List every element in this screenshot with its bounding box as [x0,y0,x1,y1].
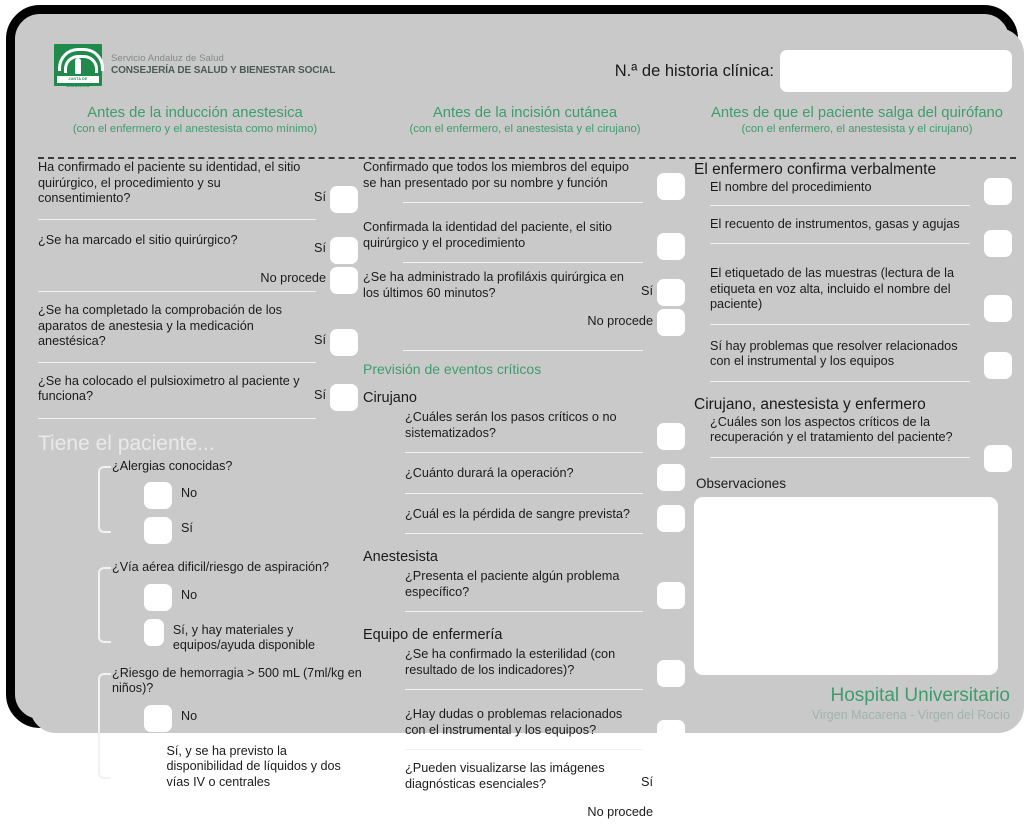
question-text: Confirmada la identidad del paciente, el sitio quirúrgico y el procedimiento [363,220,612,250]
bracket-group-allergies [98,459,362,545]
bracket-group-airway [98,560,362,654]
row-separator [403,202,643,203]
subsection-title-nurse-confirms: El enfermero confirma verbalmente [694,161,937,178]
question-text: Sí hay problemas que resolver relacionados con el instrumental y los equipos [710,338,958,368]
section-title-patient: Tiene el paciente... [38,431,215,455]
answer-label: No procede [587,314,653,328]
answer-label: Sí [314,387,326,402]
row-separator [38,362,316,363]
question-item [694,180,1016,206]
answer-label: No procede [260,270,326,285]
column-header-1 [30,104,360,137]
section-title-critical-events: Previsión de eventos críticos [363,361,542,377]
column-before-patient-leaves [694,160,1016,675]
row-separator [403,262,643,263]
question-text: ¿Se ha completado la comprobación de los aparatos de anestesia y la medicación anestésica? [38,303,283,348]
column-header-1-subtitle: (con el enfermero y el anestesista como mínimo) [72,123,318,135]
checkbox[interactable] [657,771,685,798]
checkbox[interactable] [657,464,685,491]
question-text: El recuento de instrumentos, gasas y agujas [710,216,960,231]
row-separator [38,219,316,220]
checkbox[interactable] [984,445,1012,472]
checkbox[interactable] [330,237,358,264]
question-text: ¿Cuáles serán los pasos críticos o no sistematizados? [405,410,617,440]
question-text: Confirmado que todos los miembros del equipo se han presentado por su nombre y función [363,160,629,190]
question-item [38,233,362,293]
question-text: El nombre del procedimiento [710,180,872,194]
subsection-title-anesthetist: Anestesista [363,549,438,565]
question-item [363,160,689,203]
column-header-3 [690,104,1024,137]
question-item [694,339,1016,382]
checkbox[interactable] [984,352,1012,379]
option-label: Sí, y se ha previsto la disponibilidad de líquidos y dos vías IV o centrales [166,743,341,789]
option-row[interactable] [112,482,362,509]
option-row[interactable] [112,517,362,544]
question-text: ¿Se ha administrado la profiláxis quirúrgica en los últimos 60 minutos? [363,270,624,300]
checkbox[interactable] [984,295,1012,322]
column-before-anesthesia-induction [38,160,362,790]
row-separator [710,457,970,458]
logo-badge-text: JUNTA DE ANDALUCIA [66,77,90,88]
checkbox[interactable] [657,279,685,306]
checkbox[interactable] [984,230,1012,257]
option-label: No [181,708,198,723]
question-item [38,374,362,419]
junta-andalucia-logo-icon [54,44,102,86]
answer-label: Sí [314,190,326,204]
group-question: ¿Riesgo de hemorragia > 500 mL (7ml/kg en niños)? [112,665,362,695]
row-separator [405,493,643,494]
row-separator [405,452,643,453]
question-item [694,415,1016,458]
checkbox[interactable] [330,329,358,356]
checkbox[interactable] [657,801,685,828]
question-text: ¿Se ha confirmado la esterilidad (con resultado de los indicadores)? [405,647,616,677]
group-question: ¿Vía aérea dificil/riesgo de aspiración? [112,560,330,574]
checkbox[interactable] [657,720,685,747]
checkbox[interactable] [657,423,685,450]
group-bracket [98,567,111,643]
option-row[interactable] [112,584,362,611]
question-text: ¿Se ha marcado el sitio quirúrgico? [38,232,238,247]
question-text: El etiquetado de las muestras (lectura de la etiqueta en voz alta, incluido el nombre del paciente) [710,266,955,311]
column-header-2-title: Antes de la incisión cutánea [432,105,618,121]
subsection-title-nursing-team: Equipo de enfermería [363,627,503,643]
question-item [363,761,689,819]
question-text: ¿Cuáles son los aspectos críticos de la recuperación y el tratamiento del paciente? [710,414,953,444]
question-item [363,647,689,690]
subsection-title-team: Cirujano, anestesista y enfermero [694,395,926,413]
column-header-3-title: Antes de que el paciente salga del quirófano [710,105,1004,121]
question-item [363,270,689,351]
question-item [363,507,689,535]
checkbox[interactable] [984,178,1012,205]
checkbox[interactable] [657,660,685,687]
bracket-group-hemorrhage [98,666,362,791]
question-item [363,569,689,612]
question-text: ¿Cuál es la pérdida de sangre prevista? [405,506,630,521]
checkbox[interactable] [144,517,172,544]
group-bracket [98,466,111,534]
checkbox[interactable] [144,705,172,732]
row-separator [710,205,970,206]
question-text: ¿Se ha colocado el pulsioximetro al paciente y funciona? [38,373,300,403]
checkbox[interactable] [657,309,685,336]
observations-label: Observaciones [696,475,787,491]
row-separator [405,749,643,750]
checkbox[interactable] [330,384,358,411]
answer-label: Sí [641,284,653,298]
row-separator [710,243,970,244]
row-separator [403,350,643,351]
observations-textarea[interactable] [694,497,998,675]
row-separator [710,324,970,325]
checkbox[interactable] [657,233,685,260]
document-frame [6,5,1018,819]
answer-label: No procede [587,805,653,819]
hospital-subtitle: Virgen Macarena - Virgen del Rocío [811,708,1010,722]
row-separator [38,291,316,292]
checkbox[interactable] [657,173,685,200]
question-item [363,466,689,494]
organization-logo [54,44,335,86]
subsection-title-surgeon: Cirujano [363,390,417,406]
column-headers [30,104,1024,152]
logo-text [111,54,335,76]
checkbox[interactable] [144,740,158,767]
document-header [30,28,1024,92]
answer-label: Sí [314,240,326,255]
hospital-footer [812,684,1010,723]
checkbox[interactable] [144,482,172,509]
row-separator [405,533,643,534]
option-row[interactable] [112,740,362,791]
checkbox[interactable] [657,582,685,609]
question-item [363,707,689,750]
row-separator [38,418,316,419]
question-text: ¿Cuánto durará la operación? [405,466,574,480]
question-text: ¿Hay dudas o problemas relacionados con el instrumental y los equipos? [405,707,623,737]
checkbox[interactable] [144,584,172,611]
column-header-1-title: Antes de la inducción anestesica [87,105,303,121]
row-separator [710,381,970,382]
column-header-3-subtitle: (con el enfermero, el anestesista y el cirujano) [741,123,973,135]
question-text: ¿Pueden visualizarse las imágenes diagnósticas esenciales? [405,761,605,791]
answer-label: Sí [314,333,326,347]
column-before-skin-incision [363,160,689,819]
option-label: No [181,486,198,500]
question-item [38,160,362,222]
question-item [363,410,689,453]
column-header-2 [360,104,690,137]
logo-line-1: Servicio Andaluz de Salud [111,52,224,64]
question-item [694,217,1016,245]
column-header-2-subtitle: (con el enfermero, el anestesista y el cirujano) [409,123,641,135]
history-number-label: N.ª de historia clínica: [614,62,774,80]
question-item [694,266,1016,325]
checkbox[interactable] [330,186,358,213]
logo-line-2: CONSEJERÍA DE SALUD Y BIENESTAR SOCIAL [111,64,336,76]
row-separator [405,689,643,690]
option-label: No [181,587,198,602]
group-question: ¿Alergias conocidas? [112,458,233,473]
question-item [38,303,362,363]
checkbox[interactable] [657,505,685,532]
row-separator [405,611,643,612]
header-divider [38,157,1016,159]
option-label: Sí [181,521,193,535]
answer-label: Sí [641,775,653,789]
checkbox[interactable] [144,619,164,646]
group-bracket [98,673,111,780]
option-row[interactable] [112,705,362,732]
question-text: ¿Presenta el paciente algún problema específico? [405,569,620,599]
hospital-name: Hospital Universitario [830,685,1010,706]
history-number-input[interactable] [780,50,1012,92]
option-row[interactable] [112,619,362,654]
option-label: Sí, y hay materiales y equipos/ayuda disponible [172,622,316,652]
checkbox[interactable] [330,267,358,294]
document-sheet [30,28,1024,819]
question-text: Ha confirmado el paciente su identidad, el sitio quirúrgico, el procedimiento y su consentimiento? [38,160,301,205]
question-item [363,220,689,263]
